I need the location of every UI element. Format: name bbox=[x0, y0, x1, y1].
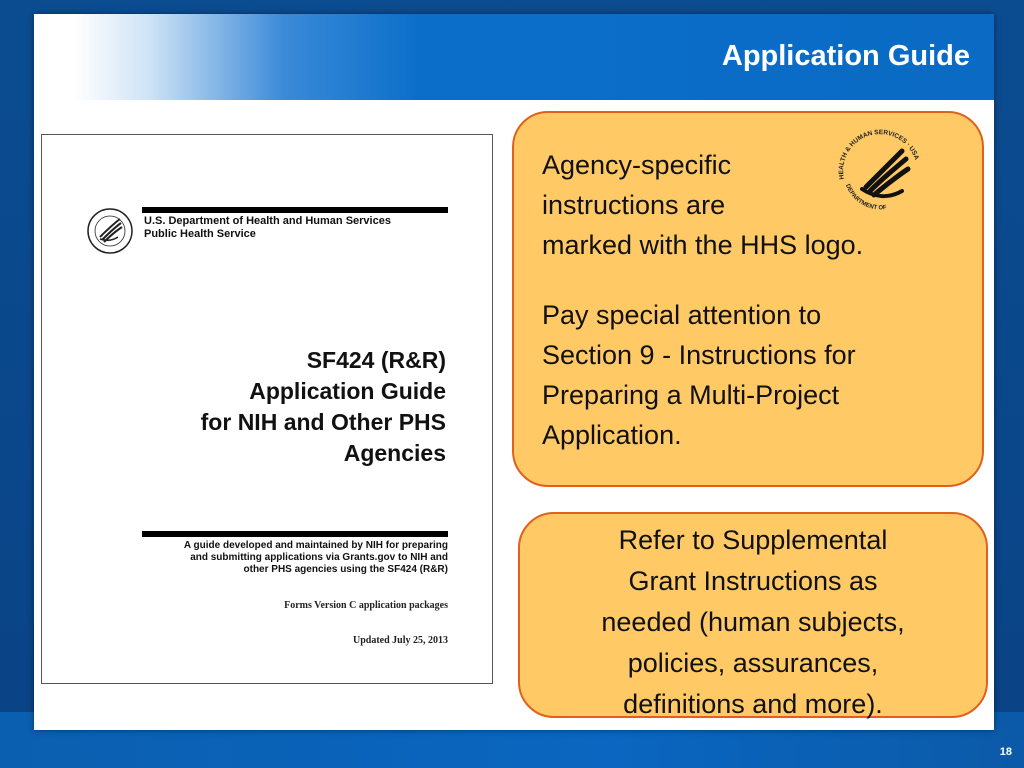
department-text: U.S. Department of Health and Human Services Public Health Service bbox=[144, 215, 391, 240]
hhs-seal-icon bbox=[86, 207, 134, 255]
slide-number: 18 bbox=[999, 746, 1012, 758]
hhs-logo-icon bbox=[830, 129, 930, 213]
callout-line: marked with the HHS logo. bbox=[542, 230, 864, 260]
guide-description: A guide developed and maintained by NIH for preparing and submitting applications via Grants.gov to NIH and other PHS agencies using the SF424 (R&R) bbox=[183, 540, 448, 575]
forms-version: Forms Version C application packages bbox=[284, 600, 448, 611]
callout-line: Preparing a Multi-Project bbox=[542, 380, 840, 410]
document-title: SF424 (R&R) Application Guide for NIH and Other PHS Agencies bbox=[200, 347, 446, 466]
svg-text:DEPARTMENT OF: DEPARTMENT OF bbox=[844, 183, 888, 212]
top-rule bbox=[142, 207, 448, 213]
middle-rule bbox=[142, 531, 448, 537]
title-bar bbox=[34, 14, 994, 100]
callout-agency-specific bbox=[512, 111, 984, 487]
callout-line: Pay special attention to bbox=[542, 300, 822, 330]
document-cover-image bbox=[41, 134, 493, 684]
slide bbox=[34, 14, 994, 730]
updated-date: Updated July 25, 2013 bbox=[352, 635, 448, 646]
callout-line: Agency-specific bbox=[542, 150, 732, 180]
slide-title: Application Guide bbox=[721, 40, 970, 72]
callout-text: Refer to Supplemental Grant Instructions as needed (human subjects, policies, assurances, definitions and more). bbox=[601, 525, 905, 719]
svg-text:HEALTH & HUMAN SERVICES · USA: HEALTH & HUMAN SERVICES · USA bbox=[838, 129, 920, 180]
callout-line: Application. bbox=[542, 420, 682, 450]
callout-line: Section 9 - Instructions for bbox=[542, 340, 856, 370]
callout-line: instructions are bbox=[542, 190, 726, 220]
callout-supplemental-instructions bbox=[518, 512, 988, 718]
